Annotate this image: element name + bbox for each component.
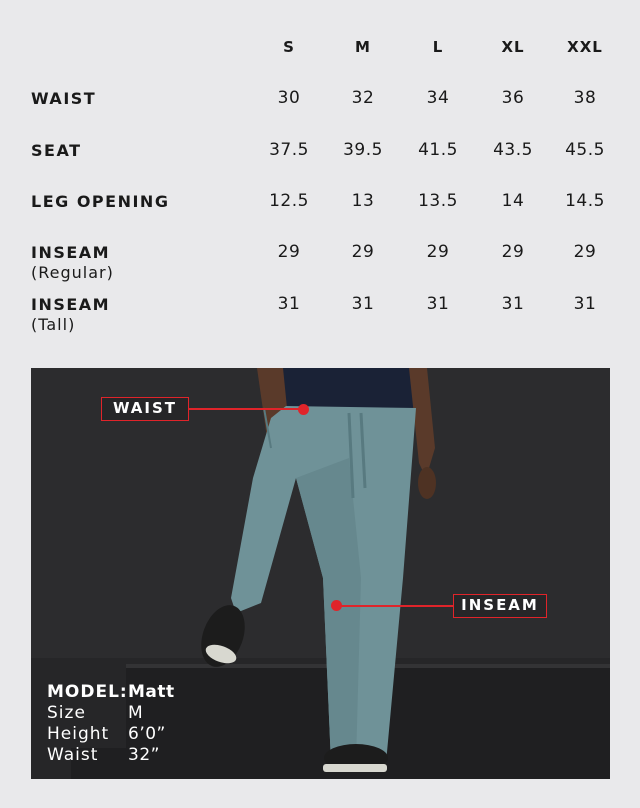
inseam-callout-label: INSEAM [453,594,547,618]
waist-callout-label: WAIST [101,397,189,421]
size-value: M [128,703,144,723]
table-cell: 43.5 [493,140,533,160]
waist-label: Waist [47,745,99,765]
table-cell: 14.5 [565,191,605,211]
table-cell: 31 [426,294,450,314]
row-sublabel-tall: (Tall) [31,315,76,334]
size-header-s: S [283,38,295,56]
table-cell: 37.5 [269,140,309,160]
table-cell: 29 [573,242,597,262]
table-cell: 31 [501,294,525,314]
table-cell: 31 [573,294,597,314]
row-label-waist: WAIST [31,89,97,108]
model-label: MODEL: [47,682,128,702]
table-cell: 29 [277,242,301,262]
table-cell: 34 [426,88,450,108]
size-label: Size [47,703,86,723]
table-cell: 29 [426,242,450,262]
table-cell: 41.5 [418,140,458,160]
row-label-inseam-tall: INSEAM [31,295,111,314]
table-cell: 32 [351,88,375,108]
height-value: 6’0” [128,724,166,744]
table-cell: 14 [501,191,525,211]
table-cell: 36 [501,88,525,108]
model-photo [31,368,610,779]
waist-value: 32” [128,745,160,765]
waist-callout-dot [298,404,309,415]
table-cell: 13 [351,191,375,211]
row-label-seat: SEAT [31,141,82,160]
table-cell: 31 [351,294,375,314]
size-header-xxl: XXL [567,38,603,56]
size-header-m: M [355,38,371,56]
table-cell: 29 [351,242,375,262]
table-cell: 13.5 [418,191,458,211]
height-label: Height [47,724,110,744]
model-name: Matt [128,682,175,702]
table-cell: 39.5 [343,140,383,160]
table-cell: 38 [573,88,597,108]
table-cell: 45.5 [565,140,605,160]
size-header-l: L [432,38,444,56]
table-cell: 30 [277,88,301,108]
inseam-callout-dot [331,600,342,611]
table-cell: 29 [501,242,525,262]
row-label-leg-opening: LEG OPENING [31,192,170,211]
size-chart-table [0,0,640,350]
size-header-xl: XL [501,38,525,56]
table-cell: 12.5 [269,191,309,211]
inseam-callout-line [336,605,453,607]
waist-callout-line [189,408,301,410]
row-label-inseam-regular: INSEAM [31,243,111,262]
row-sublabel-regular: (Regular) [31,263,114,282]
table-cell: 31 [277,294,301,314]
